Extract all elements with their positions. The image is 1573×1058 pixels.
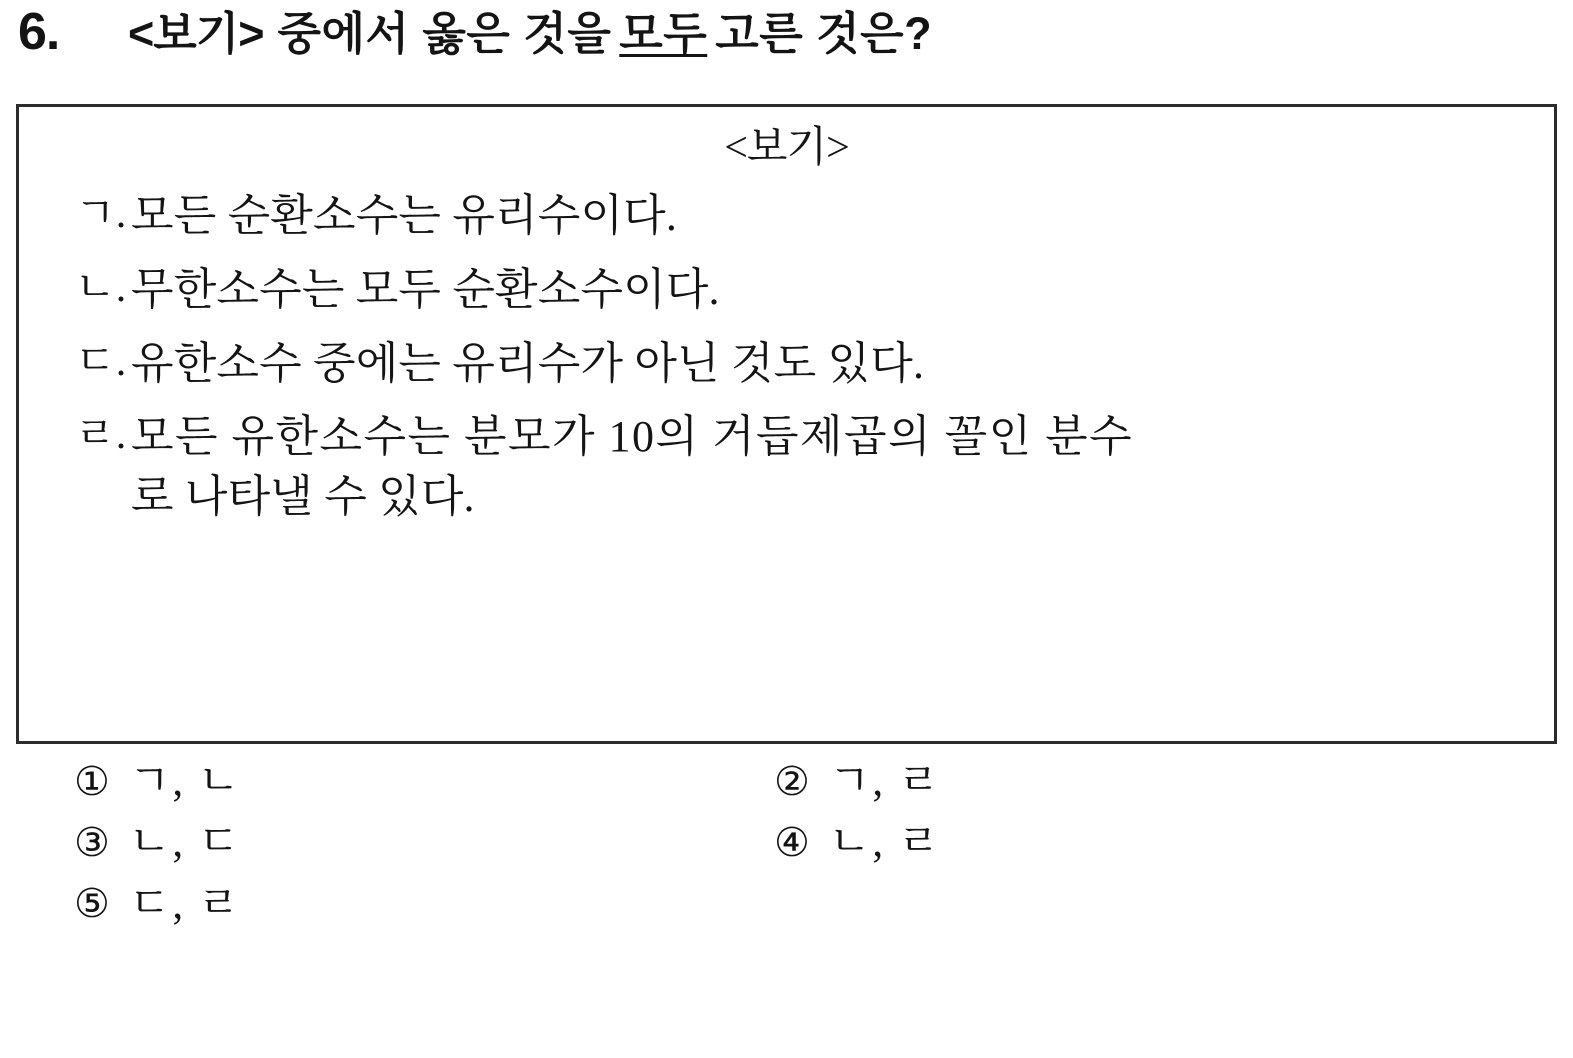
choice-option-4[interactable] (774, 819, 1474, 866)
choice-option-2[interactable] (774, 758, 1474, 805)
statement-label: ㄴ. (75, 264, 127, 311)
choice-text-2: ㄱ, ㄹ (828, 758, 942, 805)
choice-marker-3: ③ (74, 819, 111, 866)
choice-marker-2: ② (774, 758, 811, 805)
bogi-box (16, 104, 1557, 744)
question-prompt (128, 9, 932, 59)
question-prompt-underlined: 모두 (619, 8, 708, 59)
statement-item (45, 189, 1528, 243)
statement-text (131, 337, 1528, 391)
statement-line1: 모든 순환소수는 유리수이다. (131, 191, 678, 241)
answer-choices (14, 758, 1559, 928)
statement-line1: 유한소수 중에는 유리수가 아닌 것도 있다. (131, 338, 925, 388)
statement-text (131, 189, 1528, 243)
question-prompt-tag: <보기> (128, 8, 264, 59)
choice-option-1[interactable] (74, 758, 774, 805)
statement-label: ㄱ. (75, 191, 127, 238)
choice-text-3: ㄴ, ㄷ (128, 819, 242, 867)
statement-text (131, 410, 1528, 523)
question-prompt-suffix: 고른 것은? (715, 8, 933, 59)
choice-text-1: ㄱ, ㄴ (128, 758, 242, 805)
choice-marker-5: ⑤ (74, 881, 111, 928)
choice-text-4: ㄴ, ㄹ (828, 819, 942, 867)
statement-line2: 로 나타낼 수 있다. (131, 471, 475, 521)
choice-marker-4: ④ (774, 819, 811, 866)
choice-row (74, 881, 1557, 928)
choice-row (74, 819, 1557, 866)
question-number: 6. (18, 3, 60, 61)
choice-option-3[interactable] (74, 819, 774, 866)
question-prompt-mid: 중에서 옳은 것을 (277, 8, 612, 59)
choice-spacer (774, 881, 1474, 928)
choice-marker-1: ① (74, 758, 111, 805)
statement-label: ㄷ. (75, 338, 127, 385)
statement-label: ㄹ. (75, 412, 127, 459)
choice-text-5: ㄷ, ㄹ (128, 880, 242, 928)
statement-item (45, 337, 1528, 391)
question-stem (14, 0, 1559, 96)
statement-item (45, 410, 1528, 523)
choice-row (74, 758, 1557, 805)
choice-option-5[interactable] (74, 881, 774, 928)
statement-line1: 모든 유한소수는 분모가 10의 거듭제곱의 꼴인 분수 (131, 412, 1134, 462)
statement-item (45, 263, 1528, 317)
bogi-box-title: <보기> (724, 125, 849, 171)
statement-text (131, 263, 1528, 317)
statement-line1: 무한소수는 모두 순환소수이다. (131, 264, 720, 314)
